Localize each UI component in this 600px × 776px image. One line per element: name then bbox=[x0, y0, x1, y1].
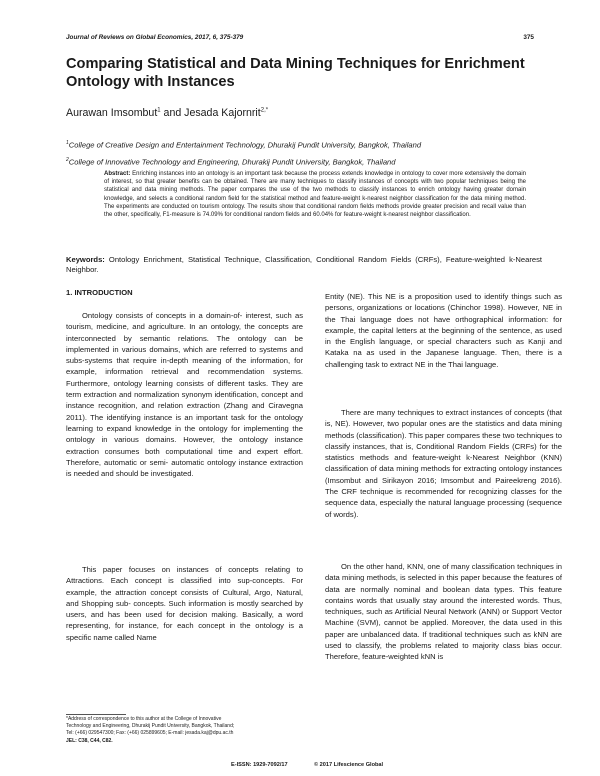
body-line: an ontology, the concepts are interconnected by bbox=[66, 322, 303, 343]
body-line: to expand knowledge in the ontology for implementing bbox=[96, 423, 289, 433]
body-line: language. Then, there is a challenging task to extract bbox=[325, 348, 562, 369]
journal-citation: Journal of Reviews on Global Economics, 2017, 6, 375-379 bbox=[66, 34, 244, 41]
affiliation-1 bbox=[66, 140, 546, 150]
body-line: for the statistics methods and feature-weight k-Nearest bbox=[325, 441, 562, 463]
body-line: This paper compares these two techniques to classify bbox=[325, 430, 562, 451]
body-line: techniques in data mining methods, is selected in this bbox=[325, 562, 562, 583]
abstract-line: conditional random fields and 60.04% for feature-weight k-nearest neighbor classification. bbox=[233, 212, 471, 219]
body-line: things such as persons, organizations or locations bbox=[325, 292, 562, 313]
right-column-paragraph-1 bbox=[325, 291, 562, 370]
body-line: instances, that is, Conditional Random Fields (CRFs) bbox=[352, 441, 537, 451]
abstract-line: data mining method. The experiments are conducted on tourism ontology. The results show that conditional random bbox=[104, 195, 526, 210]
body-line: Basically, a word representing, for instance, for each bbox=[66, 610, 303, 631]
body-line: extraction and normalization synonym identification, bbox=[83, 390, 259, 400]
body-line: does not have orthographical information: for example, bbox=[325, 314, 562, 335]
body-line: automatic ontology instance extraction is needed and bbox=[66, 457, 303, 479]
abstract-line: classify instances of concepts with two popular techniques being the statistical and data mining methods. The paper bbox=[104, 179, 527, 194]
footer-copyright: © 2017 Lifescience Global bbox=[314, 762, 384, 768]
body-line: paper because the features of data are normally bbox=[325, 573, 562, 594]
body-line: used in the English language, or special characters bbox=[325, 325, 562, 347]
running-header bbox=[66, 34, 534, 41]
affiliation-1-text: College of Creative Design and Entertainment Technology, Dhurakij Pundit University, Bangkok, Thailand bbox=[68, 140, 422, 150]
body-line: nominal and boolean data types. This feature contains bbox=[325, 584, 562, 605]
body-line: words that usually stay around the interested words. bbox=[356, 595, 540, 605]
body-line: are used to classify, the problems related to majority bbox=[325, 629, 562, 651]
left-column-paragraph-1 bbox=[66, 310, 303, 479]
correspondence-footnote bbox=[66, 716, 306, 745]
abstract-line: to cover more extensively the domain of interest, so that greater benefits can be obtained. There are many techniques to bbox=[104, 171, 526, 186]
author-2-name: Jesada Kajornrit bbox=[184, 107, 261, 119]
body-line: Neighbor (KNN) classification of data mining methods bbox=[325, 453, 562, 474]
body-line: extraction (Zhang and Ciravegna 2011). The identifying bbox=[66, 401, 303, 422]
body-line: subs-systems that require in-depth meaning of the bbox=[66, 356, 247, 366]
body-line: Thus, techniques, such as Artificial Neural Network bbox=[325, 595, 562, 617]
body-line: class bias occur. Therefore, feature-weighted kNN is bbox=[325, 641, 562, 662]
right-column-paragraph-3 bbox=[325, 561, 562, 663]
body-line: in various domains, which are referred to systems and bbox=[112, 344, 303, 354]
footnote-line: Technology and Engineering, Dhurakij Pundit University, Bangkok, Thailand; bbox=[66, 723, 235, 730]
body-line: unbalanced data. If traditional techniques such as kNN bbox=[360, 629, 549, 639]
affiliation-2-text: College of Innovative Technology and Engineering, Dhurakij Pundit University, Bangkok, Thailand bbox=[68, 157, 396, 167]
body-line: Sirikayon 2016; Imsombut and Paireekreng 2016). The bbox=[325, 475, 562, 497]
body-line: semantic relations. The ontology can be implemented bbox=[66, 333, 303, 354]
body-line: information, for example, information retrieval and bbox=[66, 356, 303, 377]
body-line: NE in the Thai language. bbox=[414, 359, 499, 369]
left-column-paragraph-2 bbox=[66, 564, 303, 643]
abstract-line: fields methods provide greater precision and recall value than the other, specifically, F1-measure is 74.09% for bbox=[104, 203, 526, 219]
body-line: concept and instance recognition, and relation bbox=[66, 390, 303, 411]
abstract-line: selects a conditional random field for the statistical method and feature-weight k-nearest neighbor classification for the bbox=[148, 195, 469, 202]
body-line: the ontology in various domains. However, the ontology bbox=[66, 423, 303, 445]
body-line: concepts (that is, NE). However, two popular ones are bbox=[325, 408, 562, 429]
body-line: for extracting ontology instances (Imsombut and bbox=[325, 464, 562, 485]
section-heading-introduction: 1. INTRODUCTION bbox=[66, 288, 133, 297]
body-line: the statistics and data mining methods (classification). bbox=[325, 419, 562, 440]
footnote-line: *Address of correspondence to this author at the College of Innovative bbox=[66, 716, 222, 722]
affiliation-2 bbox=[66, 157, 546, 167]
author-line bbox=[66, 107, 268, 119]
body-line: instance is an important task for the ontology learning bbox=[66, 412, 303, 433]
footer-issn: E-ISSN: 1929-7092/17 bbox=[231, 762, 288, 768]
page-number: 375 bbox=[523, 34, 534, 41]
affiliation-2-sup: 2 bbox=[66, 157, 69, 163]
body-line: (Chinchor 1998). However, NE in the Thai language bbox=[325, 303, 562, 324]
body-line: consists of Cultural, Argo, Natural, and Shopping sub- bbox=[66, 587, 303, 608]
author-1-name: Aurawan Imsombut bbox=[66, 107, 158, 119]
affiliation-1-sup: 1 bbox=[66, 140, 69, 146]
body-line: users, and has been used for decision making. bbox=[66, 610, 239, 620]
body-line: interest, such as tourism, medicine, and agriculture. In bbox=[66, 311, 303, 332]
body-line: recommendation systems. Furthermore, ontology bbox=[66, 367, 303, 388]
body-line: such as Kanji and Kataka na as used in the Japanese bbox=[325, 337, 562, 358]
body-line: concepts. Such information is mostly searched by bbox=[133, 598, 303, 608]
body-line: learning consists of different tasks. They are term bbox=[66, 378, 303, 400]
body-line: applied. Moreover, the data used in this paper are bbox=[325, 618, 562, 639]
body-line: On the other hand, KNN, one of many classification bbox=[341, 562, 515, 571]
body-line: should be investigated. bbox=[115, 469, 194, 479]
abstract-label: Abstract: bbox=[104, 171, 131, 177]
keywords-label: Keywords: bbox=[66, 255, 105, 264]
right-column-paragraph-2 bbox=[325, 407, 562, 520]
footnote-line: Tel: (+66) 029547300; Fax: (+66) 025899605; E-mail: jesada.kaj@dpu.ac.th bbox=[66, 730, 234, 737]
abstract-block bbox=[104, 170, 526, 219]
body-line: relating to Attractions. Each concept is classified into bbox=[66, 565, 303, 586]
body-line: and expert effort. Therefore, automatic or semi- bbox=[66, 446, 303, 467]
jel-codes: JEL: C38, C44, C82. bbox=[66, 737, 113, 744]
body-line: (ANN) or Support Vector Machine (SVM), cannot be bbox=[325, 607, 562, 628]
abstract-line: Enriching instances into an ontology is an important task because the process extends knowledge in ontology bbox=[132, 171, 425, 177]
body-line: language processing (sequence of words). bbox=[325, 498, 562, 519]
body-line: the capital letters at the beginning of the sentence, as bbox=[358, 325, 543, 335]
author-1-sup: 1 bbox=[157, 107, 161, 114]
body-line: Ontology consists of concepts in a domain-of- bbox=[82, 311, 243, 320]
body-line: sup-concepts. For example, the attraction concept bbox=[66, 576, 303, 597]
author-joiner: and bbox=[160, 107, 185, 119]
body-line: classes for the sequence data, especially the natural bbox=[325, 487, 562, 508]
body-line: concept in the ontology is a specific name called Name bbox=[66, 621, 303, 642]
body-line: This paper focuses on instances of concepts bbox=[82, 565, 259, 574]
body-line: instance extraction consumes both computational time bbox=[66, 435, 303, 456]
keywords-line: Feature-weighted k-Nearest Neighbor. bbox=[66, 255, 542, 274]
body-line: There are many techniques to extract instances of bbox=[341, 408, 512, 417]
body-line: Entity (NE). This NE is a proposition used to identify bbox=[325, 292, 509, 301]
body-line: CRF technique is recommended for recognizing bbox=[341, 487, 508, 497]
author-2-sup: 2,* bbox=[260, 107, 269, 114]
keywords-line: Ontology Enrichment, Statistical Technique, Classification, Conditional Random Fields (CRFs), bbox=[108, 255, 442, 264]
keywords-block bbox=[66, 255, 542, 275]
paper-title: Comparing Statistical and Data Mining Techniques for Enrichment Ontology with Instances bbox=[66, 56, 525, 90]
footnote-divider bbox=[66, 714, 126, 715]
abstract-line: compares the use of the two methods to classify instances to enrich ontology having greater domain knowledge, and bbox=[104, 187, 527, 202]
